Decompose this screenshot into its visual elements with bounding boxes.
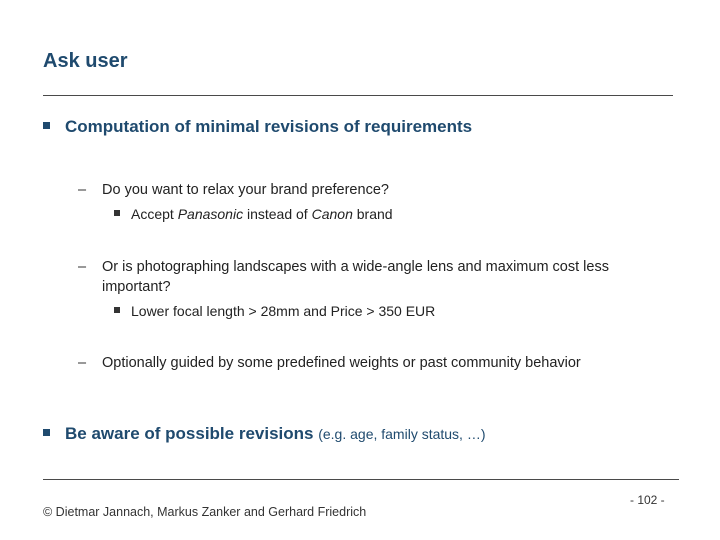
brand-name: Panasonic [177,206,244,222]
sub-bullet-landscape [78,257,609,297]
square-bullet-icon [43,122,50,129]
brand-name: Canon [311,206,353,222]
sub-bullet-text: Optionally guided by some predefined weights or past community behavior [102,355,581,371]
bullet-parenthetical: (e.g. age, family status, …) [318,426,486,442]
text-part: brand [352,206,393,222]
square-bullet-icon [114,307,120,313]
bullet-text: Be aware of possible revisions [65,424,314,443]
sub-bullet-weights [78,353,581,373]
slide-title: Ask user [43,50,128,72]
text-part: Accept [131,206,178,222]
sub-sub-bullet-focal [114,303,435,319]
page-number: - 102 - [630,493,665,507]
square-bullet-icon [114,210,120,216]
sub-bullet-brand [78,180,389,200]
sub-sub-bullet-text: Lower focal length > 28mm and Price > 350 EUR [131,303,436,319]
sub-sub-bullet-brand [114,206,393,222]
text-part: instead of [243,206,312,222]
square-bullet-icon [43,429,50,436]
dash-icon: – [78,355,87,371]
dash-icon: – [78,259,87,275]
bullet-text: Computation of minimal revisions of requirements [65,117,473,136]
title-divider [43,95,673,96]
bullet-revisions [43,117,472,137]
bullet-aware [43,424,486,444]
sub-bullet-text: Or is photographing landscapes with a wide-angle lens and maximum cost less [102,259,609,275]
footer-divider [43,479,679,480]
sub-bullet-text: Do you want to relax your brand preference? [102,182,389,198]
footer-copyright: © Dietmar Jannach, Markus Zanker and Gerhard Friedrich [43,505,367,519]
dash-icon: – [78,182,87,198]
sub-bullet-text-continued: important? [102,279,171,295]
